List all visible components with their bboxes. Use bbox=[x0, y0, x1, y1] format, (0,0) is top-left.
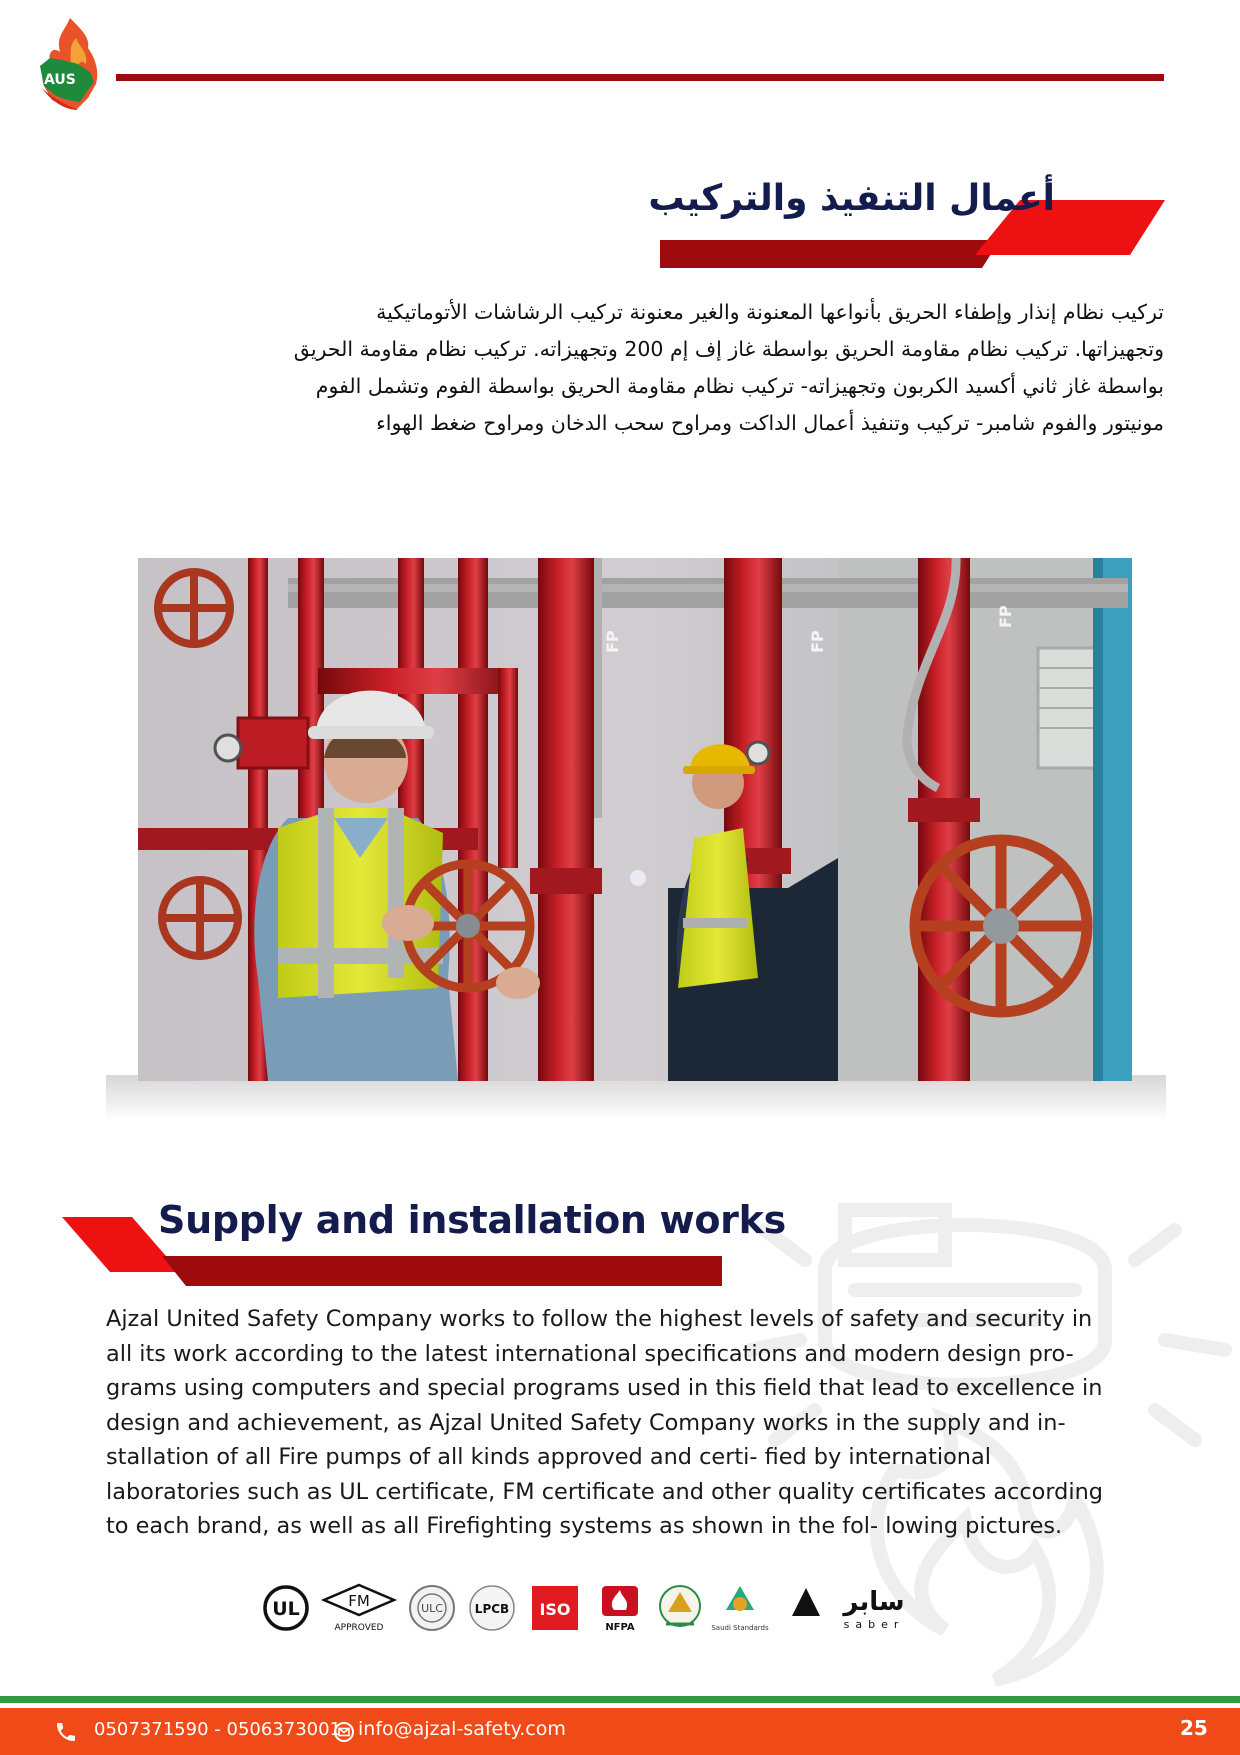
arabic-line: وتجهيزاتها. تركيب نظام مقاومة الحريق بواسطة غاز إف إم 200 وتجهيزاته. تركيب نظام مقاومة الحريق bbox=[293, 337, 1164, 361]
arabic-section-title: أعمال التنفيذ والتركيب bbox=[648, 178, 1055, 219]
ulc-logo bbox=[410, 1586, 454, 1630]
certification-logos bbox=[262, 1580, 930, 1636]
saso-logo-text: Saudi Standards bbox=[711, 1624, 769, 1632]
lpcb-logo bbox=[470, 1586, 514, 1630]
english-section-title: Supply and installation works bbox=[158, 1198, 786, 1242]
english-line: design and achievement, as Ajzal United Safety Company works in the supply and in- bbox=[106, 1409, 1066, 1436]
logo-text: AUS bbox=[44, 72, 76, 88]
footer-email-link[interactable]: info@ajzal-safety.com bbox=[358, 1718, 566, 1740]
arabic-line: بواسطة غاز ثاني أكسيد الكربون وتجهيزاته- تركيب نظام مقاومة الحريق بواسطة الفوم وتشمل الفوم bbox=[315, 374, 1164, 398]
phone-icon bbox=[54, 1720, 78, 1744]
footer-phone-1[interactable]: 0507371590 bbox=[94, 1719, 209, 1740]
nfpa-logo bbox=[602, 1586, 638, 1633]
english-paragraph bbox=[106, 1302, 1138, 1544]
english-line: laboratories such as UL certificate, FM certificate and other quality certificates according bbox=[106, 1478, 1104, 1505]
english-line: to each brand, as well as all Firefighting systems as shown in the fol- lowing pictures. bbox=[106, 1513, 1063, 1539]
ul-logo bbox=[265, 1587, 307, 1629]
english-line: stallation of all Fire pumps of all kinds approved and certi- fied by international bbox=[106, 1444, 991, 1470]
saber-logo-text: saber bbox=[843, 1618, 905, 1631]
english-line: Ajzal United Safety Company works to follow the highest levels of safety and security in bbox=[106, 1306, 1093, 1332]
mail-icon bbox=[334, 1722, 354, 1742]
iso-logo-text: ISO bbox=[539, 1600, 571, 1619]
fm-logo-subtext: APPROVED bbox=[334, 1623, 384, 1633]
fire-pump-room-photo bbox=[138, 558, 1132, 1081]
footer-phone-2[interactable]: 0506373001 bbox=[226, 1719, 342, 1740]
fm-approved-logo bbox=[324, 1585, 394, 1633]
iso-logo bbox=[532, 1586, 578, 1630]
pipe-label: FP bbox=[996, 605, 1015, 628]
pipe-label: FP bbox=[808, 630, 827, 653]
civil-defense-emblem bbox=[660, 1586, 700, 1626]
english-line: grams using computers and special programs used in this field that lead to excellence in bbox=[106, 1375, 1103, 1401]
arabic-line: تركيب نظام إنذار وإطفاء الحريق بأنواعها المعنونة والغير معنونة تركيب الرشاشات الأتوماتيكية bbox=[376, 300, 1164, 324]
arabic-line: مونيتور والفوم شامبر- تركيب وتنفيذ أعمال الداكت ومراوح سحب الدخان ومراوح ضغط الهواء bbox=[376, 411, 1164, 435]
saber-logo bbox=[792, 1587, 905, 1631]
lpcb-logo-text: LPCB bbox=[474, 1602, 510, 1616]
pipe-label: FP bbox=[603, 630, 622, 653]
page-number: 25 bbox=[1180, 1716, 1208, 1740]
photo-shadow bbox=[106, 1075, 1166, 1120]
footer-green-stripe bbox=[0, 1696, 1240, 1703]
nfpa-logo-text: NFPA bbox=[605, 1622, 635, 1633]
english-line: all its work according to the latest international specifications and modern design pro- bbox=[106, 1340, 1074, 1367]
fm-logo-text: FM bbox=[348, 1592, 370, 1610]
footer-phone-separator: - bbox=[214, 1719, 221, 1740]
saso-logo bbox=[711, 1586, 769, 1632]
arabic-paragraph bbox=[118, 294, 1164, 442]
company-logo bbox=[30, 16, 102, 112]
header-rule bbox=[116, 74, 1164, 81]
ulc-logo-text: ULC bbox=[421, 1602, 443, 1615]
saber-logo-arabic: سابر bbox=[843, 1587, 905, 1617]
footer-phone-numbers[interactable] bbox=[94, 1719, 341, 1740]
ul-logo-text: UL bbox=[272, 1598, 300, 1620]
